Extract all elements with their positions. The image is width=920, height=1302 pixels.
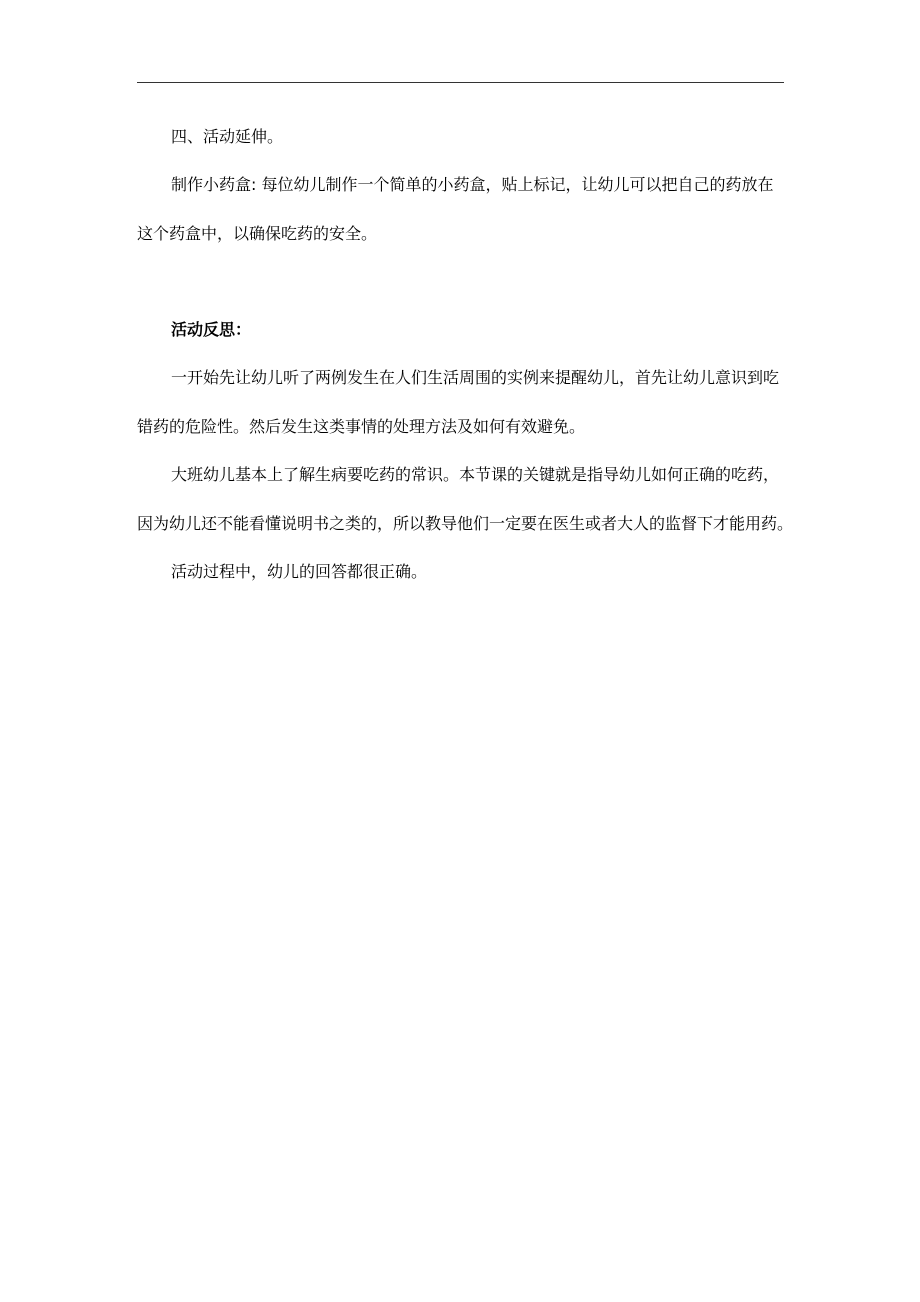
- paragraph-reflection-1-line-1: 一开始先让幼儿听了两例发生在人们生活周围的实例来提醒幼儿，首先让幼儿意识到吃: [171, 368, 780, 387]
- section-heading-extension: 四、活动延伸。: [171, 127, 284, 146]
- paragraph-medicine-box-line-1: 制作小药盒: 每位幼儿制作一个简单的小药盒，贴上标记，让幼儿可以把自己的药放在: [171, 175, 774, 194]
- paragraph-medicine-box-line-2: 这个药盒中，以确保吃药的安全。: [137, 224, 378, 243]
- header-rule: [137, 82, 784, 83]
- section-heading-reflection: 活动反思：: [171, 320, 252, 339]
- paragraph-reflection-1-line-2: 错药的危险性。然后发生这类事情的处理方法及如何有效避免。: [137, 417, 586, 436]
- paragraph-reflection-3: 活动过程中，幼儿的回答都很正确。: [171, 562, 428, 581]
- paragraph-reflection-2-line-2: 因为幼儿还不能看懂说明书之类的，所以教导他们一定要在医生或者大人的监督下才能用药。: [137, 514, 794, 533]
- paragraph-reflection-2-line-1: 大班幼儿基本上了解生病要吃药的常识。本节课的关键就是指导幼儿如何正确的吃药，: [171, 465, 780, 484]
